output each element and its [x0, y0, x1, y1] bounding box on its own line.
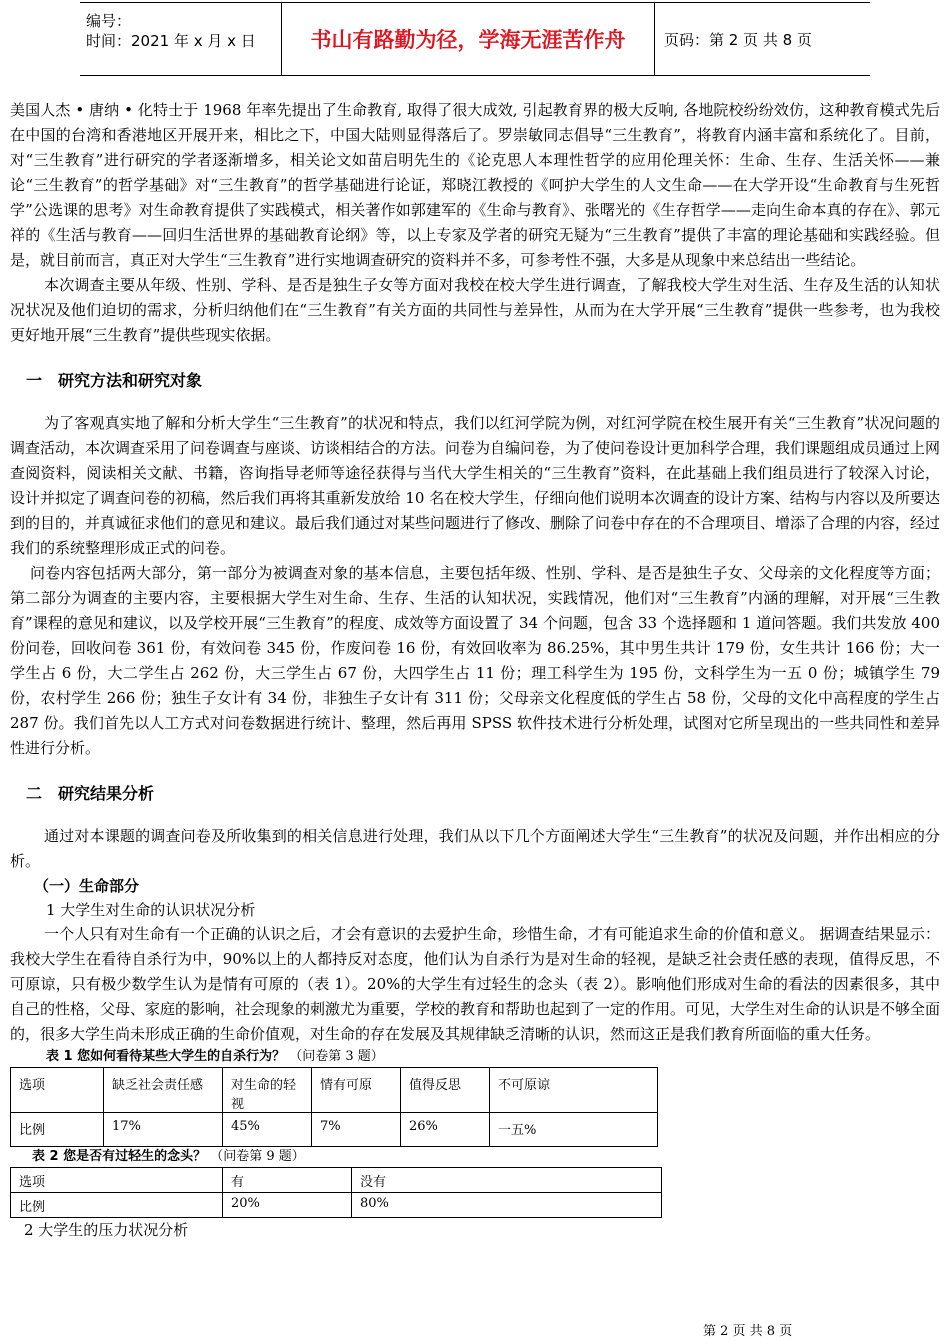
- section-2-intro: 通过对本课题的调查问卷及所收集到的相关信息进行处理，我们从以下几个方面阐述大学生“三生教育”的状况及问题，并作出相应的分析。: [10, 827, 940, 870]
- table-2-caption: [10, 1147, 940, 1167]
- document-body: [10, 98, 940, 1242]
- table-2-caption-title: 表 2 您是否有过轻生的念头？: [32, 1149, 207, 1164]
- table-1-caption: [10, 1047, 940, 1067]
- section-1-heading: 一 研究方法和研究对象: [26, 371, 203, 390]
- table-row: [11, 1068, 658, 1113]
- table-cell: 17%: [104, 1113, 223, 1147]
- table-cell: 有: [223, 1168, 352, 1193]
- table-cell: 选项: [11, 1168, 223, 1193]
- table-cell: 选项: [11, 1068, 104, 1113]
- table-row: [11, 1168, 662, 1193]
- table-cell: 比例: [11, 1193, 223, 1218]
- document-number-label: 编号：: [86, 12, 132, 30]
- table-2: [10, 1167, 662, 1218]
- item-1-heading: 1 大学生对生命的认识状况分析: [46, 901, 256, 919]
- table-1-caption-note: （问卷第 3 题）: [289, 1049, 384, 1064]
- header-motto: 书山有路勤为径，学海无涯苦作舟: [282, 3, 655, 75]
- table-1: [10, 1067, 658, 1147]
- table-cell: 20%: [223, 1193, 352, 1218]
- table-cell: 80%: [352, 1193, 662, 1218]
- section-1-paragraph-1: 为了客观真实地了解和分析大学生“三生教育”的状况和特点，我们以红河学院为例，对红河学院在校生展开有关“三生教育”状况问题的调查活动，本次调查采用了问卷调查与座谈、访谈相结合的方法。问卷为自编问卷，为了使问卷设计更加科学合理，我们课题组成员通过上网查阅资料，阅读相关文献、书籍，咨询指导老师等途径获得与当代大学生相关的“三生教育”资料，在此基础上我们组员进行了较深入讨论，设计并拟定了调查问卷的初稿，然后我们再将其重新发放给 10 名在校大学生，仔细向他们说明本次调查的设计方案、结构与内容以及所要达到的目的，并真诚征求他们的意见和建议。最后我们通过对某些问题进行了修改、删除了问卷中存在的不合理项目、增添了合理的内容，经过我们的系统整理形成正式的问卷。: [10, 414, 941, 557]
- intro-paragraph-1: 美国人杰 • 唐纳 • 化特士于 1968 年率先提出了生命教育, 取得了很大成效, 引起教育界的极大反响, 各地院校纷纷效仿，这种教育模式先后在中国的台湾和香港地区开展开来，相比之下，中国大陆则显得落后了。罗崇敏同志倡导“三生教育”，将教育内涵丰富和系统化了。目前，对“三生教育”进行研究的学者逐渐增多，相关论文如苗启明先生的《论克思人本理性哲学的应用伦理关怀：生命、生存、生活关怀——兼论“三生教育”的哲学基础》对“三生教育”的哲学基础进行论证，郑晓江教授的《呵护大学生的人文生命——在大学开设“生命教育与生死哲学”公选课的思考》对生命教育提供了实践模式，相关著作如郭建军的《生命与教育》、张曙光的《生存哲学——走向生命本真的存在》、郭元祥的《生活与教育——回归生活世界的基础教育论纲》等，以上专家及学者的研究无疑为“三生教育”提供了丰富的理论基础和实践经验。但是，就目前而言，真正对大学生“三生教育”进行实地调查研究的资料并不多，可参考性不强，大多是从现象中来总结出一些结论。: [10, 101, 940, 269]
- table-cell: 一五%: [490, 1113, 658, 1147]
- table-cell: 26%: [401, 1113, 490, 1147]
- table-cell: 不可原谅: [490, 1068, 658, 1113]
- table-cell: 情有可原: [312, 1068, 401, 1113]
- table-cell: 缺乏社会责任感: [104, 1068, 223, 1113]
- table-cell: 没有: [352, 1168, 662, 1193]
- item-1-paragraph: 一个人只有对生命有一个正确的认识之后，才会有意识的去爱护生命，珍惜生命，才有可能追求生命的价值和意义。 据调查结果显示：我校大学生在看待自杀行为中，90%以上的人都持反对态度，他们认为自杀行为是对生命的轻视，是缺乏社会责任感的表现，值得反思，不可原谅，只有极少数学生认为是情有可原的（表 1）。20%的大学生有过轻生的念头（表 2）。影响他们形成对生命的看法的因素很多，其中自己的性格，父母、家庭的影响，社会现象的刺激尤为重要，学校的教育和帮助也起到了一定的作用。可见，大学生对生命的认识是不够全面的，很多大学生尚未形成正确的生命价值观，对生命的存在发展及其规律缺乏清晰的认识，然而这正是我们教育所面临的重大任务。: [10, 925, 941, 1043]
- intro-paragraph-2: 本次调查主要从年级、性别、学科、是否是独生子女等方面对我校在校大学生进行调查，了解我校大学生对生活、生存及生活的认知状况状况及他们迫切的需求，分析归纳他们在“三生教育”有关方面的共同性与差异性，从而为在大学开展“三生教育”提供一些参考，也为我校更好地开展“三生教育”提供些现实依据。: [10, 276, 940, 344]
- table-cell: 45%: [223, 1113, 312, 1147]
- page-header: [80, 2, 870, 76]
- section-2-heading: 二 研究结果分析: [26, 784, 155, 803]
- table-cell: 对生命的轻视: [223, 1068, 312, 1113]
- part-heading-life: （一）生命部分: [34, 877, 140, 895]
- table-row: [11, 1193, 662, 1218]
- section-1-paragraph-2: 问卷内容包括两大部分，第一部分为被调查对象的基本信息，主要包括年级、性别、学科、是否是独生子女、父母亲的文化程度等方面；第二部分为调查的主要内容，主要根据大学生对生命、生存、生活的认知状况，实践情况，他们对“三生教育”内涵的理解，对开展“三生教育”课程的意见和建议，以及学校开展“三生教育”的程度、成效等方面设置了 34 个问题，包含 33 个选择题和 1 道问答题。我们共发放 400 份问卷，回收问卷 361 份，有效问卷 345 份，作废问卷 16 份，有效回收率为 86.25%，其中男生共计 179 份，女生共计 166 份；大一学生占 6 份，大二学生占 262 份，大三学生占 67 份，大四学生占 11 份；理工科学生为 195 份，文科学生为一五 0 份；城镇学生 79 份，农村学生 266 份；独生子女计有 34 份，非独生子女计有 311 份；父母亲文化程度低的学生占 58 份，父母的文化中高程度的学生占 287 份。我们首先以人工方式对问卷数据进行统计、整理，然后再用 SPSS 软件技术进行分析处理，试图对它所呈现出的一些共同性和差异性进行分析。: [10, 564, 940, 757]
- document-date-label: 时间：2021 年 x 月 x 日: [86, 32, 256, 50]
- header-meta: [80, 3, 282, 75]
- table-cell: 7%: [312, 1113, 401, 1147]
- header-page-number: 页码：第 2 页 共 8 页: [664, 30, 812, 49]
- table-1-caption-title: 表 1 您如何看待某些大学生的自杀行为？: [46, 1049, 286, 1064]
- table-row: [11, 1113, 658, 1147]
- table-cell: 比例: [11, 1113, 104, 1147]
- table-2-caption-note: （问卷第 9 题）: [210, 1149, 305, 1164]
- item-2-heading: 2 大学生的压力状况分析: [24, 1221, 189, 1239]
- page-footer: 第 2 页 共 8 页: [703, 1324, 793, 1339]
- table-cell: 值得反思: [401, 1068, 490, 1113]
